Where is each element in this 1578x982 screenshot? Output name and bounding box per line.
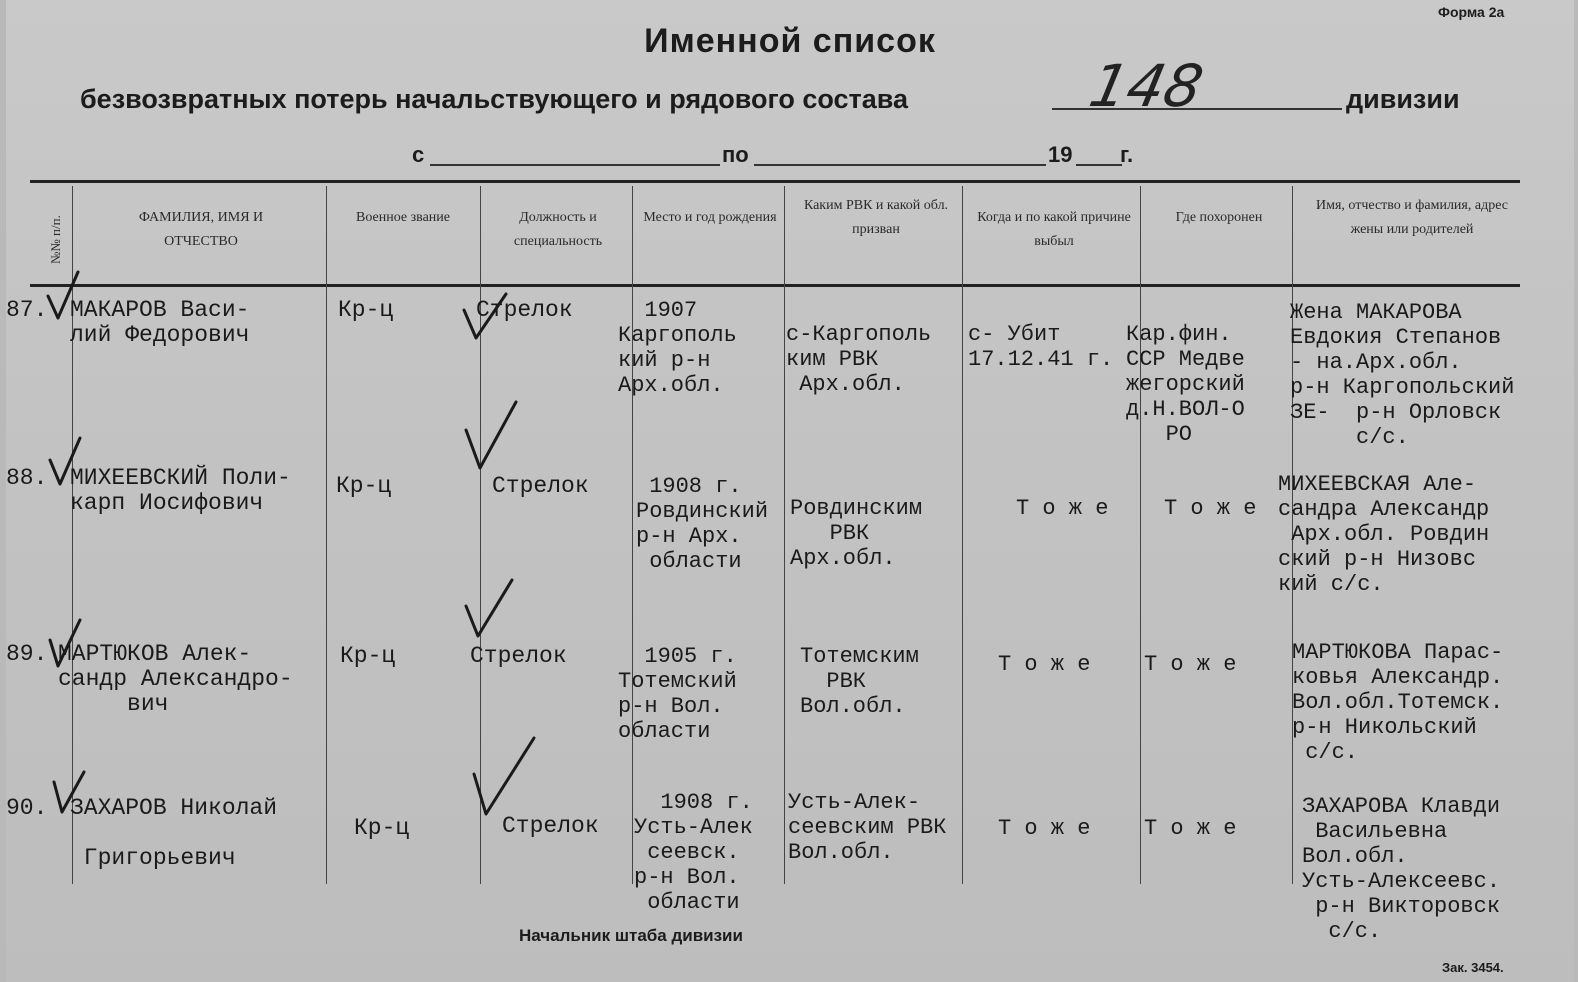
row-name: МАКАРОВ Васи- лий Федорович — [70, 297, 250, 348]
checkmark-icon — [46, 432, 86, 492]
row-when: Т о ж е — [998, 652, 1091, 677]
row-buried: Кар.фин. ССР Медве жегорский д.Н.ВОЛ-О РО — [1126, 322, 1245, 447]
period-year-line — [1076, 164, 1122, 166]
row-name: МИХЕЕВСКИЙ Поли- карп Иосифович — [70, 465, 291, 516]
row-birth: 1908 г. Ровдинский р-н Арх. области — [636, 474, 769, 574]
row-when: с- Убит 17.12.41 г. — [968, 322, 1114, 372]
checkmark-icon — [46, 614, 86, 672]
row-buried: Т о ж е — [1164, 496, 1257, 521]
row-relatives: МАРТЮКОВА Парас- ковья Александр. Вол.обл.Тотемск. р-н Никольский с/с. — [1292, 640, 1504, 765]
header-number: №№ п/п. — [48, 215, 63, 264]
row-buried: Т о ж е — [1144, 652, 1237, 677]
row-position: Стрелок — [502, 813, 599, 839]
form-number: Форма 2а — [1438, 4, 1505, 20]
document-title: Именной список — [644, 22, 936, 60]
row-rvk: Тотемским РВК Вол.обл. — [800, 644, 919, 719]
header-rvk: Каким РВК и какой обл. призван — [803, 198, 949, 237]
row-rank: Кр-ц — [336, 473, 392, 499]
row-birth: 1908 г. Усть-Алек сеевск. р-н Вол. области — [634, 790, 753, 915]
period-from-line — [430, 164, 720, 166]
row-when: Т о ж е — [1016, 496, 1109, 521]
header-rank: Военное звание — [356, 210, 450, 225]
table-header-rule — [30, 284, 1520, 287]
row-rvk: с-Каргополь ким РВК Арх.обл. — [786, 322, 932, 397]
row-birth: 1905 г. Тотемский р-н Вол. области — [618, 644, 737, 744]
column-divider — [632, 186, 633, 884]
checkmark-icon — [44, 268, 84, 328]
period-to-label: по — [722, 142, 749, 167]
row-number: 89. — [6, 641, 48, 667]
row-relatives: Жена МАКАРОВА Евдокия Степанов - на.Арх.обл. р-н Каргопольский ЗЕ- р-н Орловск с/с. — [1290, 300, 1515, 450]
header-buried: Где похоронен — [1175, 210, 1263, 225]
header-position: Должность и специальность — [513, 210, 603, 249]
row-relatives: МИХЕЕВСКАЯ Але- сандра Александр Арх.обл. Ровдин ский р-н Низовс кий с/с. — [1278, 472, 1490, 597]
period-year-suffix: г. — [1120, 142, 1134, 167]
table-top-rule — [30, 180, 1520, 183]
header-relatives: Имя, отчество и фамилия, адрес жены или родителей — [1316, 198, 1508, 237]
row-name: ЗАХАРОВ Николай Григорьевич — [70, 795, 278, 871]
division-label: дивизии — [1346, 84, 1460, 114]
column-divider — [326, 186, 327, 884]
row-name: МАРТЮКОВ Алек- сандр Александро- вич — [58, 641, 293, 717]
column-divider — [1140, 186, 1141, 884]
header-when: Когда и по какой причине выбыл — [977, 210, 1131, 249]
row-position: Стрелок — [476, 297, 573, 323]
row-rank: Кр-ц — [338, 297, 394, 323]
header-name: ФАМИЛИЯ, ИМЯ И ОТЧЕСТВО — [138, 210, 264, 249]
row-rank: Кр-ц — [354, 815, 410, 841]
row-rank: Кр-ц — [340, 643, 396, 669]
checkmark-icon — [462, 576, 518, 642]
order-number: Зак. 3454. — [1442, 960, 1504, 975]
header-birth: Место и год рождения — [643, 210, 777, 225]
checkmark-icon — [460, 290, 510, 344]
row-number: 88. — [6, 465, 48, 491]
period-year-prefix: 19 — [1048, 142, 1073, 167]
form-sheet — [6, 0, 1574, 982]
row-number: 90. — [6, 795, 48, 821]
column-divider — [962, 186, 963, 884]
row-position: Стрелок — [470, 643, 567, 669]
column-divider — [784, 186, 785, 884]
row-number: 87. — [6, 297, 48, 323]
row-position: Стрелок — [492, 473, 589, 499]
row-birth: 1907 Каргополь кий р-н Арх.обл. — [618, 298, 737, 398]
checkmark-icon — [470, 734, 540, 820]
period-to-line — [754, 164, 1046, 166]
checkmark-icon — [462, 398, 522, 474]
row-when: Т о ж е — [998, 816, 1091, 841]
document-subtitle: безвозвратных потерь начальствующего и рядового состава — [80, 84, 909, 114]
row-buried: Т о ж е — [1144, 816, 1237, 841]
row-relatives: ЗАХАРОВА Клавди Васильевна Вол.обл. Усть-Алексеевс. р-н Викторовск с/с. — [1302, 794, 1501, 944]
row-rvk: Ровдинским РВК Арх.обл. — [790, 496, 923, 571]
division-number: 148 — [1083, 52, 1209, 120]
footer-chief-of-staff: Начальник штаба дивизии — [519, 926, 743, 945]
checkmark-icon — [50, 768, 90, 818]
period-from-label: с — [412, 142, 425, 167]
row-rvk: Усть-Алек- сеевским РВК Вол.обл. — [788, 790, 947, 865]
